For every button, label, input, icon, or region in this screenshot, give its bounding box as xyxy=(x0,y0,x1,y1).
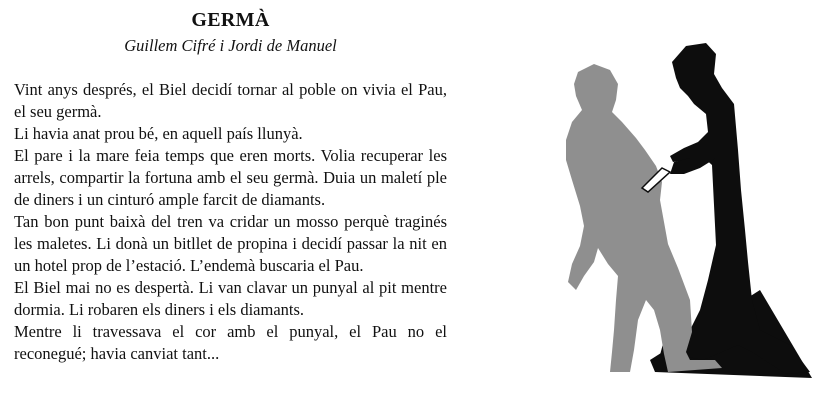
story-title: GERMÀ xyxy=(191,9,270,31)
story-authors: Guillem Cifré i Jordi de Manuel xyxy=(124,36,337,55)
story-paragraph: Vint anys després, el Biel decidí tornar al poble on vivia el Pau, el seu germà. xyxy=(14,80,447,121)
story-paragraph: Mentre li travessava el cor amb el punyal, el Pau no el reconegué; havia canviat tant... xyxy=(14,322,447,363)
stabbing-silhouette-illustration xyxy=(535,36,815,386)
story-body xyxy=(14,79,447,365)
story-paragraph: Tan bon punt baixà del tren va cridar un mosso perquè traginés les maletes. Li donà un bitllet de propina i decidí passar la nit en un hotel prop de l’estació. L’endemà buscaria el Pau. xyxy=(14,212,447,275)
story-paragraph: Li havia anat prou bé, en aquell país llunyà. xyxy=(14,124,303,143)
story-paragraph: El Biel mai no es despertà. Li van clavar un punyal al pit mentre dormia. Li robaren els diners i els diamants. xyxy=(14,278,447,319)
story-paragraph: El pare i la mare feia temps que eren morts. Volia recuperar les arrels, compartir la fortuna amb el seu germà. Duia un maletí ple de diners i un cinturó ample farcit de diamants. xyxy=(14,146,447,209)
